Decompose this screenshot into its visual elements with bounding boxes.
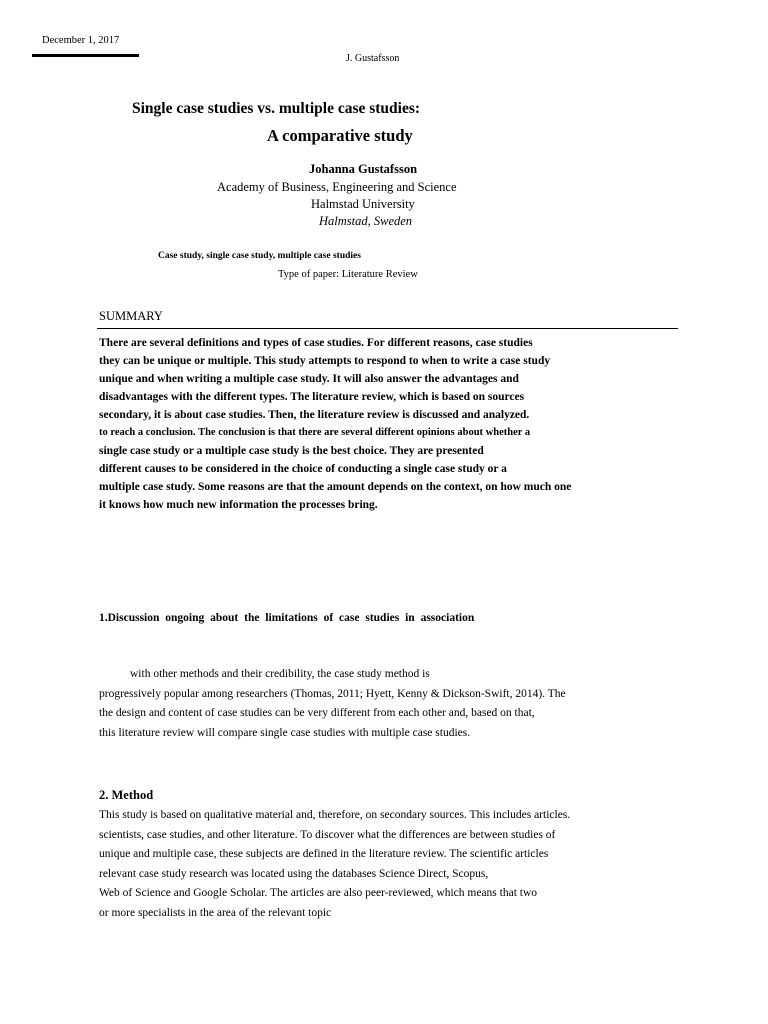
author-affiliation: Academy of Business, Engineering and Science	[217, 180, 457, 194]
section-2-line: Web of Science and Google Scholar. The articles are also peer-reviewed, which means that two	[99, 887, 538, 899]
summary-divider	[97, 328, 678, 329]
summary-line: unique and when writing a multiple case study. It will also answer the advantages and	[99, 373, 519, 385]
section-2-line: unique and multiple case, these subjects are defined in the literature review. The scientific articles	[99, 848, 549, 860]
summary-line: single case study or a multiple case study is the best choice. They are presented	[99, 445, 484, 457]
date: December 1, 2017	[42, 35, 120, 46]
section-2-body	[99, 806, 570, 923]
summary-line: it knows how much new information the processes bring.	[99, 499, 378, 511]
running-author: J. Gustafsson	[346, 53, 400, 64]
section-2-line: scientists, case studies, and other literature. To discover what the differences are between studies of	[99, 828, 556, 841]
summary-line: different causes to be considered in the choice of conducting a single case study or a	[99, 463, 507, 475]
paper-type: Type of paper: Literature Review	[278, 269, 418, 280]
section-2-line: relevant case study research was located using the databases Science Direct, Scopus,	[99, 867, 489, 880]
title-line-1: Single case studies vs. multiple case studies:	[132, 100, 421, 117]
section-1-body	[99, 665, 566, 743]
summary-line: to reach a conclusion. The conclusion is that there are several different opinions about whether a	[99, 427, 531, 438]
author-name: Johanna Gustafsson	[309, 162, 418, 176]
section-1-line: progressively popular among researchers (Thomas, 2011; Hyett, Kenny & Dickson-Swift, 2014). The	[99, 687, 566, 700]
section-1-line: the design and content of case studies can be very different from each other and, based on that,	[99, 707, 535, 719]
summary-heading: SUMMARY	[99, 309, 163, 323]
section-2-line: This study is based on qualitative material and, therefore, on secondary sources. This includes articles.	[99, 809, 571, 821]
section-2-heading: 2. Method	[99, 788, 154, 802]
summary-line: secondary, it is about case studies. Then, the literature review is discussed and analyzed.	[99, 409, 530, 421]
title-line-2: A comparative study	[267, 126, 413, 145]
summary-line: multiple case study. Some reasons are that the amount depends on the context, on how much one	[99, 481, 572, 493]
section-1-heading: 1.Discussion ongoing about the limitations of case studies in association	[99, 612, 475, 624]
author-university: Halmstad University	[311, 197, 415, 211]
summary-line: There are several definitions and types of case studies. For different reasons, case studies	[99, 337, 533, 349]
author-location: Halmstad, Sweden	[319, 214, 413, 228]
section-1-line: this literature review will compare single case studies with multiple case studies.	[99, 726, 471, 739]
summary-line: disadvantages with the different types. The literature review, which is based on sources	[99, 391, 525, 403]
summary-line: they can be unique or multiple. This study attempts to respond to when to write a case study	[99, 355, 551, 367]
summary-body	[99, 334, 571, 514]
section-2-line: or more specialists in the area of the relevant topic	[99, 906, 332, 919]
keywords: Case study, single case study, multiple case studies	[158, 251, 361, 261]
date-underline	[32, 54, 139, 57]
section-1-line: with other methods and their credibility, the case study method is	[130, 668, 430, 680]
